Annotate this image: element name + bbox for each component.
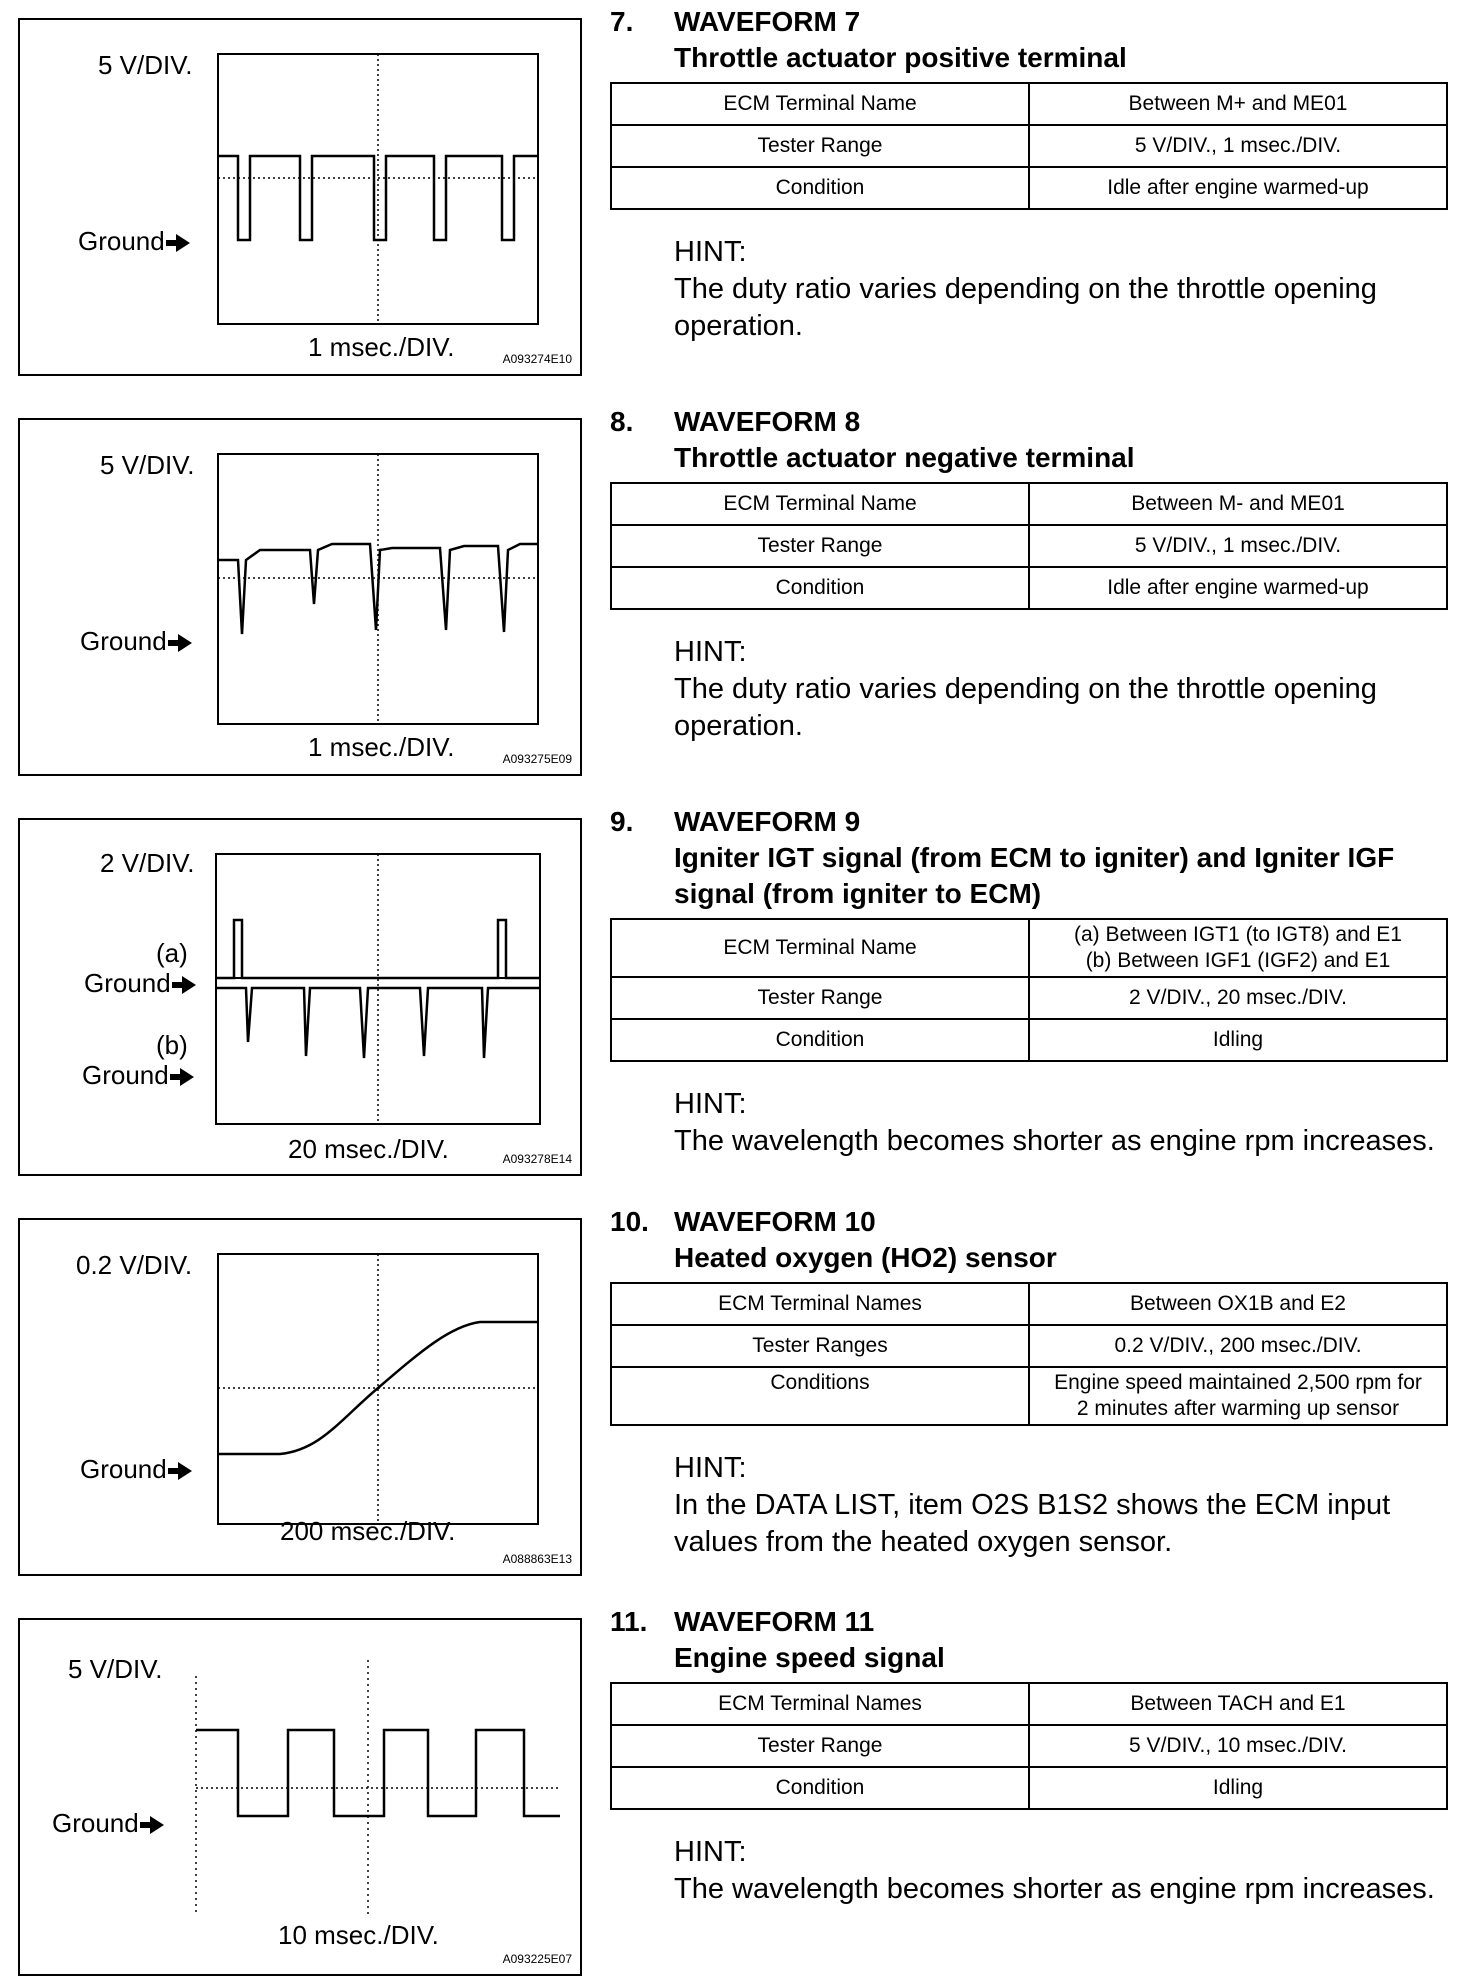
section-title: WAVEFORM 10	[674, 1206, 876, 1237]
hint-label: HINT:	[674, 1836, 747, 1868]
hint-text: The duty ratio varies depending on the throttle opening operation.	[674, 673, 1377, 742]
section-subtitle: Igniter IGT signal (from ECM to igniter) and Igniter IGF signal (from igniter to ECM)	[674, 842, 1395, 909]
section-subtitle: Engine speed signal	[674, 1642, 945, 1673]
waveform-10-panel	[18, 1218, 582, 1576]
waveform-9-panel	[18, 818, 582, 1176]
table-row: Condition Idle after engine warmed-up	[611, 167, 1447, 209]
section-title: WAVEFORM 11	[674, 1606, 875, 1637]
table-row: ECM Terminal Name Between M+ and ME01	[611, 83, 1447, 125]
arrow-right-icon	[176, 234, 190, 252]
section-title: WAVEFORM 9	[674, 806, 861, 837]
hint	[674, 234, 1450, 345]
section-title: WAVEFORM 7	[674, 6, 861, 37]
hint-label: HINT:	[674, 636, 747, 668]
ground-label: Ground	[80, 1454, 192, 1485]
figure-code: A093225E07	[502, 1952, 572, 1966]
hint-text: The wavelength becomes shorter as engine rpm increases.	[674, 1125, 1435, 1157]
table-row: Condition Idle after engine warmed-up	[611, 567, 1447, 609]
tdiv-label: 1 msec./DIV.	[308, 732, 455, 762]
figure-code: A093274E10	[502, 352, 572, 366]
hint	[674, 1086, 1450, 1160]
hint-text: The duty ratio varies depending on the throttle opening operation.	[674, 273, 1377, 342]
waveform-8-panel	[18, 418, 582, 776]
ground-label: Ground	[52, 1808, 164, 1839]
table-row: Condition Idling	[611, 1767, 1447, 1809]
table-row: ECM Terminal Names Between OX1B and E2	[611, 1283, 1447, 1325]
section-subtitle: Throttle actuator negative terminal	[674, 442, 1135, 473]
spec-table	[610, 1282, 1448, 1426]
section-waveform-8	[610, 404, 1450, 745]
section-title: WAVEFORM 8	[674, 406, 861, 437]
spec-table	[610, 482, 1448, 610]
vdiv-label: 5 V/DIV.	[68, 1654, 163, 1684]
figure-code: A093278E14	[502, 1152, 572, 1166]
table-row: Tester Range 5 V/DIV., 10 msec./DIV.	[611, 1725, 1447, 1767]
table-row: Tester Range 2 V/DIV., 20 msec./DIV.	[611, 977, 1447, 1019]
section-number: 11.	[610, 1606, 648, 1637]
spec-table	[610, 82, 1448, 210]
arrow-right-icon	[178, 634, 192, 652]
hint-text: In the DATA LIST, item O2S B1S2 shows the ECM input values from the heated oxygen sensor.	[674, 1489, 1391, 1558]
hint	[674, 1834, 1450, 1908]
arrow-right-icon	[178, 1462, 192, 1480]
section-subtitle: Throttle actuator positive terminal	[674, 42, 1127, 73]
section-subtitle: Heated oxygen (HO2) sensor	[674, 1242, 1057, 1273]
section-number: 9.	[610, 806, 634, 837]
hint	[674, 634, 1450, 745]
tdiv-label: 200 msec./DIV.	[280, 1516, 456, 1546]
table-row: ECM Terminal Name (a) Between IGT1 (to IGT8) and E1 (b) Between IGF1 (IGF2) and E1	[611, 919, 1447, 977]
table-row: ECM Terminal Name Between M- and ME01	[611, 483, 1447, 525]
hint-label: HINT:	[674, 1452, 747, 1484]
ground-b-label: Ground	[82, 1060, 194, 1091]
table-row: Tester Range 5 V/DIV., 1 msec./DIV.	[611, 125, 1447, 167]
section-waveform-11	[610, 1604, 1450, 1908]
tdiv-label: 10 msec./DIV.	[278, 1920, 439, 1950]
section-waveform-9	[610, 804, 1450, 1160]
vdiv-label: 2 V/DIV.	[100, 848, 195, 878]
section-waveform-10	[610, 1204, 1450, 1561]
ground-label: Ground	[80, 626, 192, 657]
vdiv-label: 5 V/DIV.	[98, 50, 193, 80]
table-row: Condition Idling	[611, 1019, 1447, 1061]
hint-label: HINT:	[674, 1088, 747, 1120]
waveform-7-panel	[18, 18, 582, 376]
hint	[674, 1450, 1450, 1561]
table-row: Tester Ranges 0.2 V/DIV., 200 msec./DIV.	[611, 1325, 1447, 1367]
section-number: 7.	[610, 6, 634, 37]
arrow-right-icon	[182, 976, 196, 994]
hint-text: The wavelength becomes shorter as engine rpm increases.	[674, 1873, 1435, 1905]
hint-label: HINT:	[674, 236, 747, 268]
arrow-right-icon	[180, 1068, 194, 1086]
section-number: 8.	[610, 406, 634, 437]
tdiv-label: 20 msec./DIV.	[288, 1134, 449, 1164]
ground-a-label: Ground	[84, 968, 196, 999]
spec-table	[610, 1682, 1448, 1810]
arrow-right-icon	[150, 1816, 164, 1834]
table-row: ECM Terminal Names Between TACH and E1	[611, 1683, 1447, 1725]
tdiv-label: 1 msec./DIV.	[308, 332, 455, 362]
table-row: Tester Range 5 V/DIV., 1 msec./DIV.	[611, 525, 1447, 567]
ground-label: Ground	[78, 226, 190, 257]
section-waveform-7	[610, 4, 1450, 345]
table-row: Conditions Engine speed maintained 2,500 rpm for 2 minutes after warming up sensor	[611, 1367, 1447, 1425]
spec-table	[610, 918, 1448, 1062]
vdiv-label: 5 V/DIV.	[100, 450, 195, 480]
section-number: 10.	[610, 1206, 649, 1237]
channel-a-label: (a)	[156, 938, 188, 968]
figure-code: A088863E13	[502, 1552, 572, 1566]
waveform-11-panel	[18, 1618, 582, 1976]
vdiv-label: 0.2 V/DIV.	[76, 1250, 193, 1280]
figure-code: A093275E09	[502, 752, 572, 766]
channel-b-label: (b)	[156, 1030, 188, 1060]
